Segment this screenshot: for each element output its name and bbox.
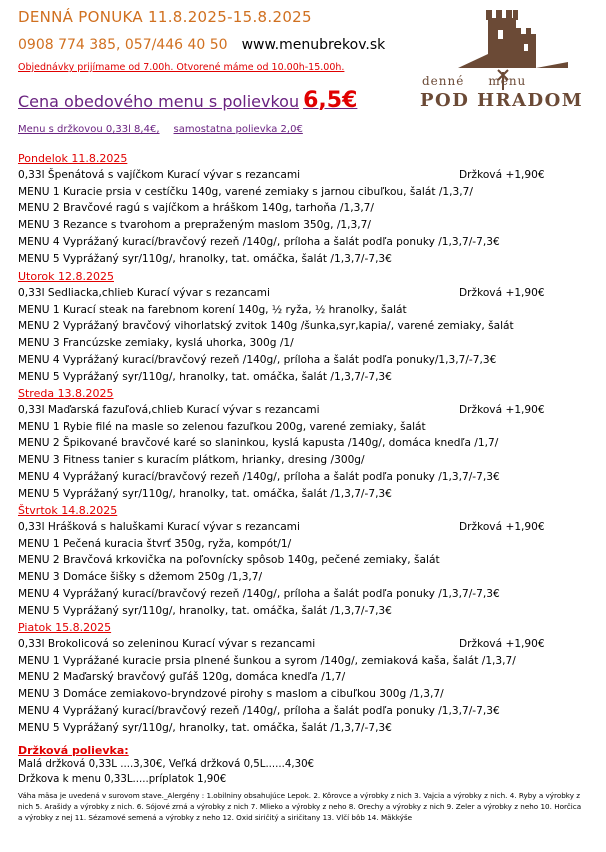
day-heading: Piatok 15.8.2025 xyxy=(18,621,112,634)
menu-item: MENU 1 Rybie filé na masle so zelenou fazuľkou 200g, varené zemiaky, šalát xyxy=(18,420,426,433)
menu-item: MENU 3 Domáce šišky s džemom 250g /1,3,7/ xyxy=(18,571,263,584)
menu-item: MENU 3 Fitness tanier s kuracím plátkom, hrianky, dresing /300g/ xyxy=(18,454,365,467)
tripe-menu-price: Menu s držkovou 0,33l 8,4€, xyxy=(18,124,160,135)
tripe-surcharge: Držková +1,90€ xyxy=(459,403,545,416)
menu-item: MENU 2 Vyprážaný bravčový vihorlatský zvitok 140g /šunka,syr,kapia/, varené zemiaky, šalát xyxy=(18,320,514,333)
menu-item: MENU 4 Vyprážaný kurací/bravčový rezeň /140g/, príloha a šalát podľa ponuky /1,3,7/-7,3€ xyxy=(18,705,500,717)
menu-item: MENU 1 Pečená kuracia štvrť 350g, ryža, kompót/1/ xyxy=(18,537,292,550)
contact-line xyxy=(18,37,385,53)
day-heading: Štvrtok 14.8.2025 xyxy=(18,504,118,517)
menu-item: MENU 3 Domáce zemiakovo-bryndzové pirohy s maslom a cibuľkou 300g /1,3,7/ xyxy=(18,688,444,701)
soup-only-price: samostatna polievka 2,0€ xyxy=(173,124,303,135)
soup-line xyxy=(18,168,545,181)
soup-line xyxy=(18,520,545,533)
menu-item: MENU 4 Vyprážaný kurací/bravčový rezeň /140g/, príloha a šalát podľa ponuky /1,3,7/-7,3€ xyxy=(18,471,500,483)
soup-line xyxy=(18,637,545,650)
restaurant-logo xyxy=(418,4,598,112)
menu-item: MENU 2 Maďarský bravčový guľáš 120g, domáca knedľa /1,7/ xyxy=(18,671,346,684)
day-heading: Streda 13.8.2025 xyxy=(18,387,114,400)
phone-numbers: 0908 774 385, 057/446 40 50 xyxy=(18,37,228,53)
menu-item: MENU 2 Bravčová krkovička na poľovnícky spôsob 140g, pečené zemiaky, šalát xyxy=(18,554,440,567)
tripe-surcharge: Držková +1,90€ xyxy=(459,520,545,533)
menu-item: MENU 3 Rezance s tvarohom a prepraženým maslom 350g, /1,3,7/ xyxy=(18,219,371,232)
menu-item: MENU 2 Špikované bravčové karé so slaninkou, kyslá kapusta /140g/, domáca knedľa /1,7/ xyxy=(18,437,499,450)
menu-item: MENU 4 Vyprážaný kurací/bravčový rezeň /140g/, príloha a šalát podľa ponuky /1,3,7/-7,3€ xyxy=(18,588,500,600)
menu-item: MENU 4 Vyprážaný kurací/bravčový rezeň /140g/, príloha a šalát podľa ponuky /1,3,7/-7,3€ xyxy=(18,236,500,248)
menu-item: MENU 2 Bravčové ragú s vajíčkom a hráškom 140g, tarhoňa /1,3,7/ xyxy=(18,202,374,215)
website-link[interactable]: www.menubrekov.sk xyxy=(241,37,386,53)
menu-item: MENU 5 Vyprážaný syr/110g/, hranolky, tat. omáčka, šalát /1,3,7/-7,3€ xyxy=(18,370,392,383)
tripe-surcharge: Držková +1,90€ xyxy=(459,168,545,181)
menu-item: MENU 5 Vyprážaný syr/110g/, hranolky, tat. omáčka, šalát /1,3,7/-7,3€ xyxy=(18,604,392,617)
soup-line xyxy=(18,286,545,299)
allergen-footnote: Váha mäsa je uvedená v surovom stave._Alergény : 1.obilniny obsahujúce Lepok. 2. Kôrovce a výrobky z nich 3. Vajcia a výrobky z nich. 4. Ryby a výrobky z nich 5. Arašidy a výrobky z nich. 6. Sójové zrná a výrobky z nich 7. Mlieko a výrobky z neho 8. Orechy a výrobky z nich 9. Zeler a výrobky z neho 10. Horčica a výrobky z nej 11. Sézamové semená a výrobky z neho 12. Oxid siričitý a siričitany 13. Vlčí bôb 14. Mäkkýše xyxy=(18,791,582,822)
menu-item: MENU 5 Vyprážaný syr/110g/, hranolky, tat. omáčka, šalát /1,3,7/-7,3€ xyxy=(18,721,392,734)
day-heading: Utorok 12.8.2025 xyxy=(18,270,114,283)
tripe-soup-heading: Držková polievka: xyxy=(18,744,129,757)
tripe-surcharge: Držková +1,90€ xyxy=(459,637,545,650)
soup-line xyxy=(18,403,545,416)
soup-text: 0,33l Sedliacka,chlieb Kurací vývar s rezancami xyxy=(18,286,270,299)
soup-text: 0,33l Brokolicová so zeleninou Kurací vývar s rezancami xyxy=(18,637,316,650)
tripe-menu-surcharge: Držkova k menu 0,33L.....príplatok 1,90€ xyxy=(18,774,227,785)
menu-price-line xyxy=(18,88,357,113)
page-title: DENNÁ PONUKA 11.8.2025-15.8.2025 xyxy=(18,8,312,26)
menu-item: MENU 5 Vyprážaný syr/110g/, hranolky, tat. omáčka, šalát /1,3,7/-7,3€ xyxy=(18,252,392,265)
menu-item: MENU 1 Vyprážané kuracie prsia plnené šunkou a syrom /140g/, zemiaková kaša, šalát /1,3,7/ xyxy=(18,654,516,667)
menu-price-label: Cena obedového menu s polievkou xyxy=(18,92,300,111)
price-subline xyxy=(18,124,303,135)
menu-item: MENU 5 Vyprážaný syr/110g/, hranolky, tat. omáčka, šalát /1,3,7/-7,3€ xyxy=(18,487,392,500)
menu-item: MENU 1 Kurací steak na farebnom korení 140g, ½ ryža, ½ hranolky, šalát xyxy=(18,303,407,316)
day-heading: Pondelok 11.8.2025 xyxy=(18,152,128,165)
tripe-surcharge: Držková +1,90€ xyxy=(459,286,545,299)
soup-text: 0,33l Špenátová s vajíčkom Kurací vývar s rezancami xyxy=(18,168,301,181)
soup-text: 0,33l Maďarská fazuľová,chlieb Kurací vývar s rezancami xyxy=(18,403,320,416)
menu-price-value: 6,5€ xyxy=(303,88,358,113)
tripe-soup-prices: Malá držková 0,33L ....3,30€, Veľká držková 0,5L......4,30€ xyxy=(18,759,315,770)
menu-item: MENU 4 Vyprážaný kurací/bravčový rezeň /140g/, príloha a šalát podľa ponuky/1,3,7/-7,3€ xyxy=(18,354,497,366)
menu-item: MENU 1 Kuracie prsia v cestíčku 140g, varené zemiaky s jarnou cibuľkou, šalát /1,3,7/ xyxy=(18,185,473,198)
logo-name: POD HRADOM xyxy=(420,90,584,111)
opening-hours-note: Objednávky prijímame od 7.00h. Otvorené máme od 10.00h-15.00h. xyxy=(18,62,345,73)
logo-tagline: denné menu xyxy=(422,74,527,88)
soup-text: 0,33l Hrášková s haluškami Kurací vývar s rezancami xyxy=(18,520,300,533)
menu-item: MENU 3 Francúzske zemiaky, kyslá uhorka, 300g /1/ xyxy=(18,337,294,350)
